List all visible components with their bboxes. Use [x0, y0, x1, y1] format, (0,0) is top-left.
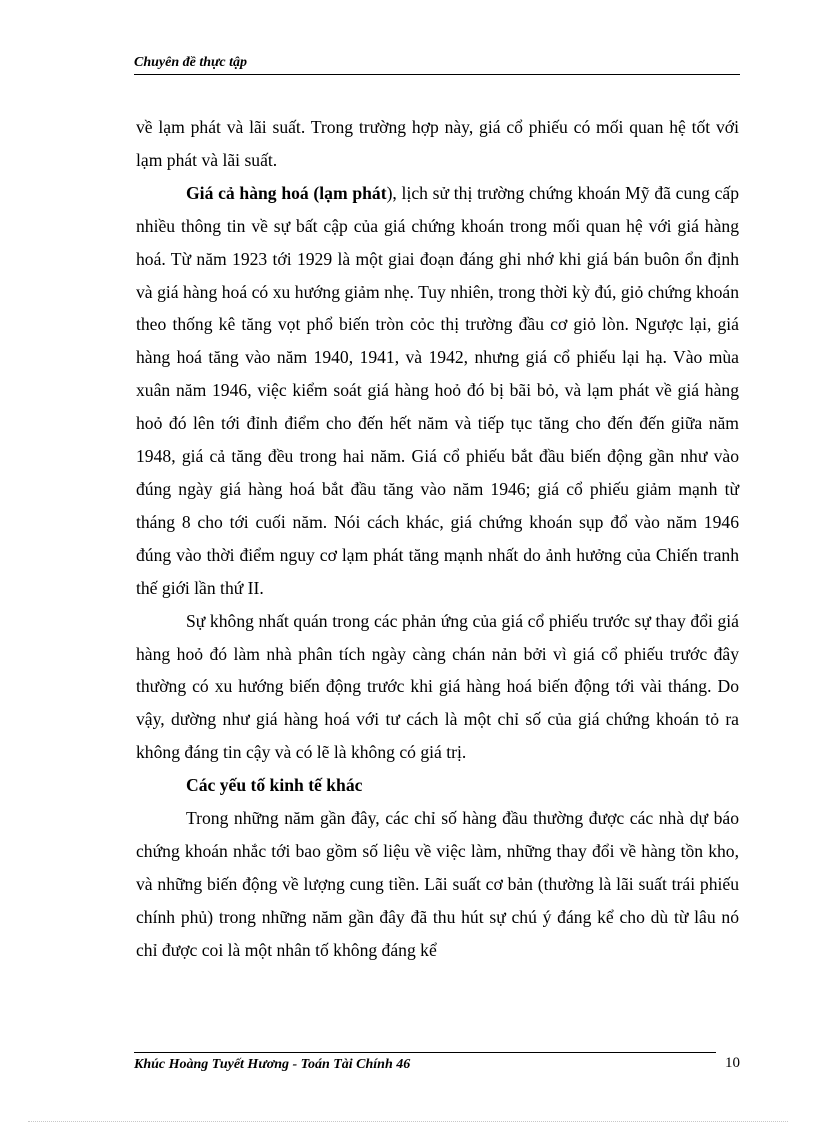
- document-body: [136, 111, 739, 967]
- page-number: 10: [725, 1055, 740, 1071]
- page-header: [134, 52, 740, 75]
- footer-author: Khúc Hoàng Tuyết Hương - Toán Tài Chính 46: [134, 1057, 411, 1072]
- section-heading: Các yếu tố kinh tế khác: [186, 775, 363, 796]
- paragraph-4: Trong những năm gần đây, các chỉ số hàng đầu thường được các nhà dự báo chứng khoán nhắc tới bao gồm số liệu về việc làm, những thay đổi về hàng tồn kho, và những biến động về lượng cung tiền. Lãi suất cơ bản (thường là lãi suất trái phiếu chính phủ) trong những năm gần đây đã thu hút sự chú ý đáng kể cho dù từ lâu nó chỉ được coi là một nhân tố không đáng kể: [136, 808, 739, 960]
- page-edge-divider: [28, 1121, 788, 1122]
- header-title: Chuyên đề thực tập: [134, 55, 248, 70]
- paragraph-2-lead: Giá cả hàng hoá (lạm phát: [186, 182, 387, 203]
- footer-rule: [134, 1052, 716, 1053]
- paragraph-3: Sự không nhất quán trong các phản ứng của giá cổ phiếu trước sự thay đổi giá hàng hoỏ đó làm nhà phân tích ngày càng chán nản bởi vì giá cổ phiếu trước đây thường có xu hướng biến động trước khi giá hàng hoá biến động tới vài tháng. Do vậy, dường như giá hàng hoá với tư cách là một chỉ số của giá chứng khoán tỏ ra không đáng tin cậy và có lẽ là không có giá trị.: [136, 610, 739, 763]
- paragraph-2-text: ), lịch sử thị trường chứng khoán Mỹ đã cung cấp nhiều thông tin về sự bất cập của giá chứng khoán trong mối quan hệ với giá hàng hoá. Từ năm 1923 tới 1929 là một giai đoạn đáng ghi nhớ khi giá bán buôn ổn định và giá hàng hoá có xu hướng giảm nhẹ. Tuy nhiên, trong thời kỳ đú, giỏ chứng khoán theo thống kê tăng vọt phổ biến tròn cỏc thị trường đầu cơ giỏ lòn. Ngược lại, giá hàng hoá tăng vào năm 1940, 1941, và 1942, nhưng giá cổ phiếu lại hạ. Vào mùa xuân năm 1946, việc kiểm soát giá hàng hoỏ đó bị bãi bỏ, và lạm phát về giá hàng hoỏ đó lên tới đỉnh điểm cho đến hết năm và tiếp tục tăng cho đến đến giữa năm 1948, giá cả tăng đều trong hai năm. Giá cổ phiếu bắt đầu biến động gần như vào đúng ngày giá hàng hoá bắt đầu tăng vào năm 1946; giá cổ phiếu giảm mạnh từ tháng 8 cho tới cuối năm. Nói cách khác, giá chứng khoán sụp đổ vào năm 1946 đúng vào thời điểm nguy cơ lạm phát tăng mạnh nhất do ảnh hưởng của Chiến tranh thế giới lần thứ II.: [136, 182, 740, 598]
- paragraph-2: [136, 177, 739, 605]
- paragraph-1: về lạm phát và lãi suất. Trong trường hợp này, giá cổ phiếu có mối quan hệ tốt với lạm phát và lãi suất.: [136, 117, 739, 170]
